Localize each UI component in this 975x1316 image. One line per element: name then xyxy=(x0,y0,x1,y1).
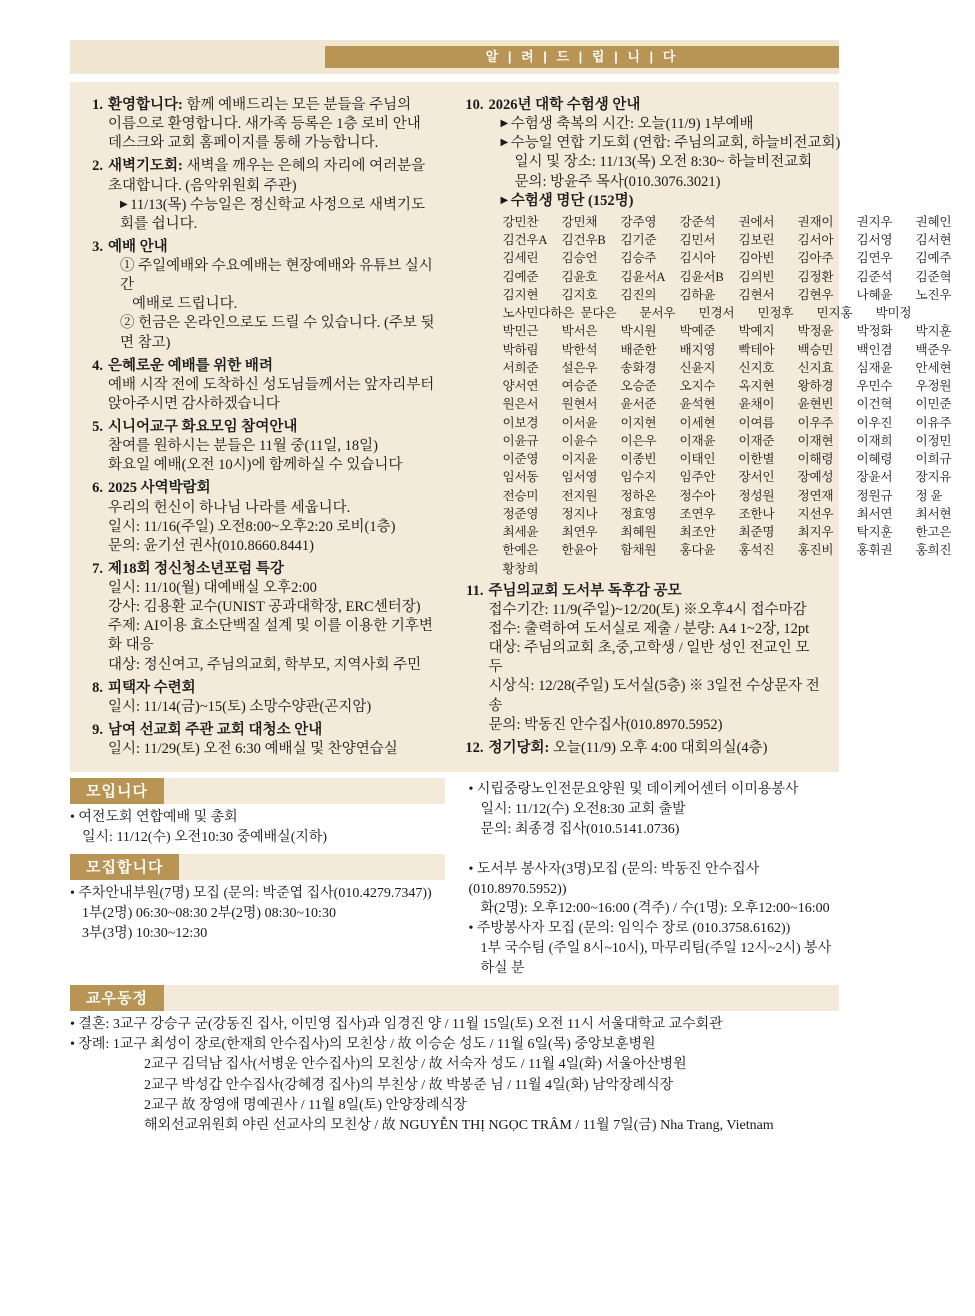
student-name: 이유주 xyxy=(915,415,952,430)
student-name: 정원규 xyxy=(856,488,893,503)
student-name: 이재준 xyxy=(738,433,775,448)
item-title: 새벽기도회: xyxy=(108,158,183,175)
student-name: 민경서 xyxy=(698,306,735,320)
student-name: 장윤서 xyxy=(856,470,893,485)
student-name: 한윤아 xyxy=(561,543,598,558)
student-name: 윤서준 xyxy=(620,397,657,412)
student-name: 임서영 xyxy=(561,470,598,485)
student-name: 서희준 xyxy=(502,360,539,375)
student-name: 정수아 xyxy=(679,488,716,503)
item-line: 참여를 원하시는 분들은 11월 중(11일, 18일) xyxy=(108,438,378,455)
item-number: 6. xyxy=(92,480,103,497)
student-name: 한고은 xyxy=(915,525,952,539)
item-body xyxy=(108,96,439,153)
student-name: 김진의 xyxy=(620,287,657,302)
name-row xyxy=(503,377,975,395)
banner-title: 알 | 려 | 드 | 립 | 니 | 다 xyxy=(485,49,679,64)
student-name: 오지수 xyxy=(679,379,716,393)
list-item xyxy=(461,96,952,578)
student-name: 박정윤 xyxy=(797,324,834,339)
student-name: 신윤지 xyxy=(679,360,716,375)
item-number: 2. xyxy=(92,158,103,175)
student-name: 이서윤 xyxy=(561,415,598,430)
student-name: 이재희 xyxy=(856,433,893,448)
student-name: 김정환 xyxy=(797,269,834,284)
section-title-membernews: 교우동정 xyxy=(70,985,164,1011)
list-item xyxy=(86,679,439,717)
item-sub: 문의: 방윤주 목사(010.3076.3021) xyxy=(514,173,721,190)
student-name: 윤석현 xyxy=(679,397,716,412)
student-name: 김지현 xyxy=(502,287,539,302)
item-line: 대상: 정신여고, 주님의교회, 학부모, 지역사회 주민 xyxy=(108,656,422,673)
student-name: 박정화 xyxy=(856,324,893,339)
student-name: 이재윤 xyxy=(679,433,716,448)
list-item xyxy=(461,739,824,758)
student-name: 박하림 xyxy=(502,342,539,357)
student-name: 최서현 xyxy=(915,506,952,521)
student-name: 이지현 xyxy=(620,415,657,430)
student-name: 김승주 xyxy=(620,251,657,266)
entry-line: 3부(3명) 10:30~12:30 xyxy=(82,925,208,941)
item-title: 정기당회: xyxy=(488,739,550,756)
item-line: 대상: 주님의교회 초,중,고학생 / 일반 성인 전교인 모두 xyxy=(488,640,810,676)
student-name: 김지호 xyxy=(561,287,598,302)
student-name: 최준명 xyxy=(738,525,775,539)
entry-funeral-line: 2교구 박성갑 안수집사(강혜경 집사)의 부친상 / 故 박봉준 님 / 11월 4일(화) 남악장례식장 xyxy=(144,1077,674,1093)
student-name: 김윤서A xyxy=(620,269,666,284)
student-name: 백준우 xyxy=(915,342,952,357)
student-name: 이우진 xyxy=(856,415,893,430)
student-name: 김예주 xyxy=(915,251,952,266)
entry-line: 화(2명): 오후12:00~16:00 (격주) / 수(1명): 오후12:00~16:00 xyxy=(480,901,830,917)
student-name: 강준석 xyxy=(679,214,716,229)
student-name: 최조안 xyxy=(679,525,716,539)
student-name: 홍진비 xyxy=(797,543,834,558)
item-body xyxy=(108,418,439,475)
name-row xyxy=(503,432,975,450)
item-line: 우리의 헌신이 하나님 나라를 세웁니다. xyxy=(108,499,351,516)
entry-line: 1부 국수팀 (주일 8시~10시), 마무리팀(주일 12시~2시) 봉사하실 분 xyxy=(480,941,832,976)
item-line: 강사: 김용환 교수(UNIST 공과대학장, ERC센터장) xyxy=(108,599,421,616)
student-name: 왕하경 xyxy=(797,379,834,393)
item-line: 초대합니다. (음악위원회 주관) xyxy=(108,177,297,194)
student-name: 송화경 xyxy=(620,360,657,375)
student-name: 탁지훈 xyxy=(856,525,893,539)
student-name: 김보린 xyxy=(738,233,775,247)
lower-right-column xyxy=(455,778,840,981)
name-row xyxy=(503,541,975,559)
student-name: 김서영 xyxy=(856,233,893,247)
student-name: 조한나 xyxy=(738,506,775,521)
student-name: 이태인 xyxy=(679,452,716,466)
student-name: 김현우 xyxy=(797,287,834,302)
student-name: 정 윤 xyxy=(915,488,943,503)
announcement-panel xyxy=(70,82,952,772)
student-name: 강민찬 xyxy=(502,214,539,229)
name-row xyxy=(503,341,975,359)
student-name: 우민수 xyxy=(856,379,893,393)
student-name: 강주영 xyxy=(620,214,657,229)
student-name: 옥지현 xyxy=(738,379,775,393)
student-name: 민정후 xyxy=(757,306,794,320)
name-row xyxy=(503,249,975,267)
name-row xyxy=(503,304,975,322)
list-item xyxy=(461,582,824,735)
list-item xyxy=(86,479,439,556)
announcements-right-column xyxy=(455,96,952,760)
student-name: 김준혁 xyxy=(915,269,952,284)
student-name: 문다은 xyxy=(580,306,617,320)
student-name: 안세현 xyxy=(915,360,952,375)
right-item-list xyxy=(461,96,952,758)
student-name: 김준석 xyxy=(856,269,893,284)
student-name: 김민서 xyxy=(679,233,716,247)
item-number: 9. xyxy=(92,721,103,738)
member-news-body xyxy=(70,1011,839,1137)
name-row xyxy=(503,359,975,377)
student-name: 이한별 xyxy=(738,452,775,466)
item-sub: ① 주일예배와 수요예배는 현장예배와 유튜브 실시간 xyxy=(120,258,433,294)
item-title-rest: 새벽을 깨우는 은혜의 자리에 여러분을 xyxy=(182,158,426,175)
student-name: 김하윤 xyxy=(679,287,716,302)
student-name: 김승언 xyxy=(561,251,598,266)
list-item xyxy=(86,418,439,475)
student-name: 여승준 xyxy=(561,379,598,393)
student-name: 최혜원 xyxy=(620,525,657,539)
item-title: 은혜로운 예배를 위한 배려 xyxy=(108,357,273,374)
list-item xyxy=(86,238,439,353)
item-line: 일시: 11/16(주일) 오전8:00~오후2:20 로비(1층) xyxy=(108,518,396,535)
list-item xyxy=(86,157,439,234)
item-line: 주제: AI이용 효소단백질 설계 및 이를 이용한 기후변화 대응 xyxy=(108,618,433,654)
entry-marriage: • 결혼: 3교구 강승구 군(강동진 집사, 이민영 집사)과 임경진 양 / 11월 15일(토) 오전 11시 서울대학교 교수회관 xyxy=(70,1015,839,1035)
student-name: 이지윤 xyxy=(561,452,598,466)
item-body xyxy=(489,739,824,758)
student-name: 이건혁 xyxy=(856,397,893,412)
item-line: 접수: 출력하여 도서실로 제출 / 분량: A4 1~2장, 12pt xyxy=(488,621,810,637)
student-name: 김의빈 xyxy=(738,269,775,284)
student-name: 지선우 xyxy=(797,506,834,521)
item-sub: 일시 및 장소: 11/13(목) 오전 8:30~ 하늘비전교회 xyxy=(514,154,813,171)
item-number: 1. xyxy=(92,97,103,113)
student-name: 최연우 xyxy=(561,525,598,539)
student-name: 윤채이 xyxy=(738,397,775,412)
student-name: 오승준 xyxy=(620,379,657,393)
student-name: 김윤호 xyxy=(561,269,598,284)
student-name: 함채원 xyxy=(620,543,657,558)
item-number: 4. xyxy=(92,357,103,374)
entry-line: 일시: 11/12(수) 오전10:30 중예배실(지하) xyxy=(82,829,328,845)
item-title: 환영합니다: xyxy=(108,97,183,113)
student-name: 정지나 xyxy=(561,506,598,521)
student-name: 정효영 xyxy=(620,506,657,521)
student-name: 박민근 xyxy=(502,324,539,339)
item-number: 3. xyxy=(92,238,103,255)
student-name: 최서연 xyxy=(856,506,893,521)
student-name: 김건우A xyxy=(502,233,548,247)
student-name: 박지훈 xyxy=(915,324,952,339)
student-name: 황창희 xyxy=(502,561,539,576)
item-number: 7. xyxy=(92,560,103,577)
student-name: 장예성 xyxy=(797,470,834,485)
student-name: 홍다윤 xyxy=(679,543,716,558)
item-body xyxy=(489,582,824,735)
name-row xyxy=(503,487,975,505)
item-body xyxy=(489,96,975,578)
student-name: 정연재 xyxy=(797,488,834,503)
recruiting-left-body xyxy=(70,880,445,946)
student-name: 권에서 xyxy=(738,214,775,229)
name-row xyxy=(503,450,975,468)
page-banner xyxy=(70,40,839,74)
student-name: 이정민 xyxy=(915,433,952,448)
entry-funeral-line: 2교구 김덕남 집사(서병운 안수집사)의 모친상 / 故 서숙자 성도 / 11월 4일(화) 서울아산병원 xyxy=(144,1057,687,1073)
name-row xyxy=(503,468,975,486)
student-name: 홍석진 xyxy=(738,543,775,558)
item-body xyxy=(108,479,439,556)
student-name: 정준영 xyxy=(502,506,539,521)
item-number: 10. xyxy=(465,97,484,113)
entry-line: 1부(2명) 06:30~08:30 2부(2명) 08:30~10:30 xyxy=(82,905,336,921)
lower-left-column xyxy=(70,778,455,981)
entry-funeral: • 장례: 1교구 최성이 장로(한재희 안수집사)의 모친상 / 故 이승순 성도 / 11월 6일(목) 중앙보훈병원 xyxy=(70,1035,839,1055)
name-row xyxy=(503,560,975,578)
item-title: 예배 안내 xyxy=(108,238,168,255)
name-row xyxy=(503,322,975,340)
student-name: 김예준 xyxy=(502,269,539,284)
student-name: 우정원 xyxy=(915,379,952,393)
student-name: 박한석 xyxy=(561,342,598,357)
student-name: 임서동 xyxy=(502,470,539,485)
item-title: 피택자 수련회 xyxy=(108,679,196,696)
item-line: 이름으로 환영합니다. 새가족 등록은 1층 로비 안내 xyxy=(108,116,421,133)
name-row xyxy=(503,395,975,413)
section-title-gathering: 모입니다 xyxy=(70,778,164,804)
student-name: 설은우 xyxy=(561,360,598,375)
student-name: 백승민 xyxy=(797,342,834,357)
entry-funeral-line: 해외선교위원회 야린 선교사의 모친상 / 故 NGUYỄN THỊ NGỌC TRÂM / 11월 7일(금) Nha Trang, Vietnam xyxy=(144,1118,774,1134)
gathering-and-recruiting xyxy=(70,778,839,981)
entry-title: • 시립중랑노인전문요양원 및 데이케어센터 이미용봉사 xyxy=(469,780,840,800)
gathering-right-body xyxy=(469,778,840,846)
student-name: 이희규 xyxy=(915,452,952,466)
student-name: 이여름 xyxy=(738,415,775,430)
left-item-list xyxy=(86,96,439,759)
entry-line: 일시: 11/12(수) 오전8:30 교회 출발 xyxy=(480,801,686,817)
item-body xyxy=(108,560,439,675)
item-title: 2025 사역박람회 xyxy=(108,480,211,497)
student-name: 김건우B xyxy=(561,233,606,247)
item-bullet: ▶ 수능일 연합 기도회 (연합: 주님의교회, 하늘비전교회) xyxy=(489,134,975,153)
item-title: 제18회 정신청소년포럼 특강 xyxy=(108,560,284,577)
item-number: 12. xyxy=(465,739,484,756)
student-name: 김아빈 xyxy=(738,251,775,266)
item-line: 앉아주시면 감사하겠습니다 xyxy=(108,395,280,412)
item-line: 화요일 예배(오전 10시)에 함께하실 수 있습니다 xyxy=(108,457,403,474)
student-name: 원은서 xyxy=(502,397,539,412)
section-header-band-recruiting xyxy=(70,854,445,880)
item-line: 접수기간: 11/9(주일)~12/20(토) ※오후4시 접수마감 xyxy=(488,601,807,618)
entry-line: 문의: 최종경 집사(010.5141.0736) xyxy=(480,821,680,837)
item-line: 문의: 윤기선 권사(010.8660.8441) xyxy=(108,537,314,554)
student-name: 백인겸 xyxy=(856,342,893,357)
student-name: 배준한 xyxy=(620,342,657,357)
student-name: 권재이 xyxy=(797,214,834,229)
student-name: 이해령 xyxy=(797,452,834,466)
student-name: 김기준 xyxy=(620,233,657,247)
item-title-rest: 오늘(11/9) 오후 4:00 대회의실(4층) xyxy=(549,739,768,756)
student-name: 원현서 xyxy=(561,397,598,412)
item-title: 남여 선교회 주관 교회 대청소 안내 xyxy=(108,721,323,738)
student-name: 노진우 xyxy=(915,287,952,302)
gathering-left-body xyxy=(70,804,445,854)
student-name: 노사민다하은 xyxy=(502,306,575,320)
student-name: 이은우 xyxy=(620,433,657,448)
list-item xyxy=(86,357,439,414)
item-title: 시니어교구 화요모임 참여안내 xyxy=(108,419,298,435)
item-number: 11. xyxy=(466,582,484,599)
name-row xyxy=(503,523,975,541)
section-title-recruiting: 모집합니다 xyxy=(70,854,179,880)
student-name: 김현서 xyxy=(738,287,775,302)
student-name: 김아주 xyxy=(797,251,834,266)
entry-title: • 도서부 봉사자(3명)모집 (문의: 박동진 안수집사(010.8970.5952)) xyxy=(469,860,840,900)
student-name: 홍희진 xyxy=(915,543,952,558)
student-name: 김서현 xyxy=(915,233,952,247)
list-item xyxy=(86,560,439,675)
student-name: 전지원 xyxy=(561,488,598,503)
student-name: 문서우 xyxy=(639,306,676,320)
student-name: 전승미 xyxy=(502,488,539,503)
item-body xyxy=(108,157,439,234)
item-number: 8. xyxy=(92,679,103,696)
student-name: 신지호 xyxy=(738,360,775,375)
student-name: 이재현 xyxy=(797,433,834,448)
item-line: 시상식: 12/28(주일) 도서실(5층) ※ 3일전 수상문자 전송 xyxy=(488,678,820,714)
student-name: 권지우 xyxy=(856,214,893,229)
student-name: 박예지 xyxy=(738,324,775,339)
student-name: 임주안 xyxy=(679,470,716,485)
recruiting-right-body xyxy=(469,846,840,981)
entry-title: • 주방봉사자 모집 (문의: 임익수 장로 (010.3758.6162)) xyxy=(469,919,840,939)
item-body xyxy=(108,721,439,759)
student-name: 김연우 xyxy=(856,251,893,266)
student-name: 나혜윤 xyxy=(856,287,893,302)
student-name: 박미정 xyxy=(875,306,912,320)
student-name: 강민채 xyxy=(561,214,598,229)
item-body xyxy=(108,679,439,717)
item-title-rest: 함께 예배드리는 모든 분들을 주님의 xyxy=(182,97,412,113)
student-name: 권혜인 xyxy=(915,214,952,229)
name-row xyxy=(503,505,975,523)
list-item xyxy=(86,721,439,759)
lower-sections xyxy=(70,778,839,981)
student-name: 김윤서B xyxy=(679,269,724,284)
student-name: 김서아 xyxy=(797,233,834,247)
announcements-left-column xyxy=(86,96,445,760)
student-name: 장서인 xyxy=(738,470,775,485)
item-line: 데스크와 교회 홈페이지를 통해 가능합니다. xyxy=(108,135,379,152)
student-name: 정하온 xyxy=(620,488,657,503)
item-bullet: ▶ 11/13(목) 수능일은 정신학교 사정으로 새벽기도회를 쉽니다. xyxy=(108,196,439,234)
student-name: 장지유 xyxy=(915,470,952,485)
name-row xyxy=(503,213,975,231)
student-name: 박예준 xyxy=(679,324,716,339)
section-header-band-membernews xyxy=(70,985,839,1011)
item-line: 문의: 박동진 안수집사(010.8970.5952) xyxy=(488,716,723,733)
section-header-band-gathering xyxy=(70,778,445,804)
student-name: 민지홍 xyxy=(816,306,853,320)
list-item xyxy=(86,96,439,153)
exam-student-name-grid xyxy=(489,213,975,578)
item-body xyxy=(108,357,439,414)
item-title: 2026년 대학 수험생 안내 xyxy=(488,97,641,113)
student-name: 홍휘권 xyxy=(856,543,893,558)
item-line: 일시: 11/10(월) 대예배실 오후2:00 xyxy=(108,580,317,596)
item-sub: ② 헌금은 온라인으로도 드릴 수 있습니다. (주보 뒷면 참고) xyxy=(120,315,435,351)
student-name: 이준영 xyxy=(502,452,539,466)
student-name: 심재윤 xyxy=(856,360,893,375)
student-name: 양서연 xyxy=(502,379,539,393)
student-name: 최세윤 xyxy=(502,525,539,539)
item-line: 일시: 11/29(토) 오전 6:30 예배실 및 찬양연습실 xyxy=(108,741,398,757)
item-bullet: ▶ 수험생 축복의 시간: 오늘(11/9) 1부예배 xyxy=(489,115,975,134)
item-line: 일시: 11/14(금)~15(토) 소망수양관(곤지암) xyxy=(108,698,372,715)
student-name: 임수지 xyxy=(620,470,657,485)
student-name: 이보경 xyxy=(502,415,539,430)
student-name: 빡테아 xyxy=(738,342,775,357)
student-name: 한예은 xyxy=(502,543,539,558)
student-name: 박시원 xyxy=(620,324,657,339)
student-name: 박서은 xyxy=(561,324,598,339)
student-name: 윤현빈 xyxy=(797,397,834,412)
name-row xyxy=(503,268,975,286)
student-name: 이우주 xyxy=(797,415,834,430)
entry-funeral-line: 2교구 故 장영애 명예권사 / 11월 8일(토) 안양장례식장 xyxy=(144,1098,467,1114)
item-bullet: ▶ 수험생 명단 (152명) xyxy=(489,192,975,211)
member-news-section xyxy=(70,985,839,1137)
student-name: 신지효 xyxy=(797,360,834,375)
student-name: 이윤수 xyxy=(561,433,598,448)
item-sub: 예배로 드립니다. xyxy=(132,296,238,313)
student-name: 김세린 xyxy=(502,251,539,266)
name-row xyxy=(503,286,975,304)
item-line: 예배 시작 전에 도착하신 성도님들께서는 앞자리부터 xyxy=(108,376,435,393)
student-name: 김시아 xyxy=(679,251,716,266)
name-row xyxy=(503,414,975,432)
student-name: 최지우 xyxy=(797,525,834,539)
student-name: 이윤규 xyxy=(502,433,539,448)
student-name: 조연우 xyxy=(679,506,716,521)
student-name: 이세현 xyxy=(679,415,716,430)
item-number: 5. xyxy=(92,419,103,435)
student-name: 이혜령 xyxy=(856,452,893,466)
item-title: 주님의교회 도서부 독후감 공모 xyxy=(488,582,682,599)
student-name: 이종빈 xyxy=(620,452,657,466)
name-row xyxy=(503,231,975,249)
entry-title: • 주차안내부원(7명) 모집 (문의: 박준엽 집사(010.4279.7347)) xyxy=(70,884,445,904)
item-body xyxy=(108,238,439,353)
student-name: 배지영 xyxy=(679,342,716,357)
entry-title: • 여전도회 연합예배 및 총회 xyxy=(70,808,445,828)
student-name: 이민준 xyxy=(915,397,952,412)
student-name: 정성원 xyxy=(738,488,775,503)
